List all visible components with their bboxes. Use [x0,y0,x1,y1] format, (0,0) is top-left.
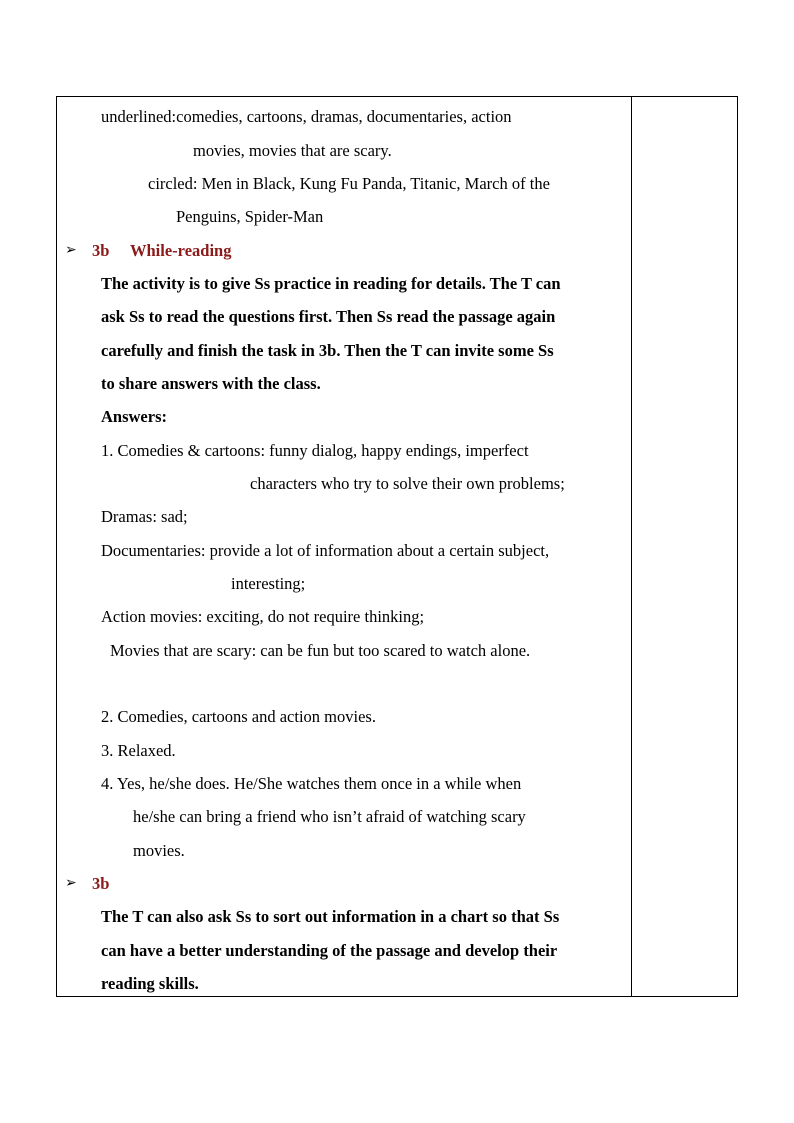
section-2-label: 3b [92,874,110,893]
column-divider [631,97,632,996]
section-2-line-1: The T can also ask Ss to sort out information in a chart so that Ss [101,907,560,926]
section-2-line-2: can have a better understanding of the passage and develop their [101,941,558,960]
instruction-line-1: The activity is to give Ss practice in reading for details. The T can [101,274,561,293]
circled-line-1: circled: Men in Black, Kung Fu Panda, Titanic, March of the [148,174,550,193]
answer-2: 2. Comedies, cartoons and action movies. [101,707,376,726]
underlined-line-1: underlined:comedies, cartoons, dramas, documentaries, action [101,107,512,126]
answer-1-line-1: 1. Comedies & cartoons: funny dialog, happy endings, imperfect [101,441,529,460]
answer-4-line-1: 4. Yes, he/she does. He/She watches them once in a while when [101,774,522,793]
answer-4-line-3: movies. [133,841,185,860]
answer-1-line-6: Action movies: exciting, do not require thinking; [101,607,425,626]
underlined-line-2: movies, movies that are scary. [193,141,392,160]
circled-line-2: Penguins, Spider-Man [176,207,324,226]
bullet-arrow-icon: ➢ [65,875,77,891]
section-title: While-reading [130,241,232,260]
answer-1-line-3: Dramas: sad; [101,507,188,526]
answers-label: Answers: [101,407,167,426]
instruction-line-4: to share answers with the class. [101,374,321,393]
answer-1-line-4: Documentaries: provide a lot of information about a certain subject, [101,541,550,560]
answer-1-line-5: interesting; [231,574,306,593]
answer-3: 3. Relaxed. [101,741,176,760]
section-label: 3b [92,241,110,260]
answer-4-line-2: he/she can bring a friend who isn’t afraid of watching scary [133,807,526,826]
instruction-line-2: ask Ss to read the questions first. Then Ss read the passage again [101,307,556,326]
answer-1-line-7: Movies that are scary: can be fun but too scared to watch alone. [110,641,531,660]
instruction-line-3: carefully and finish the task in 3b. Then the T can invite some Ss [101,341,554,360]
section-2-line-3: reading skills. [101,974,199,993]
bullet-arrow-icon: ➢ [65,242,77,258]
answer-1-line-2: characters who try to solve their own problems; [250,474,565,493]
